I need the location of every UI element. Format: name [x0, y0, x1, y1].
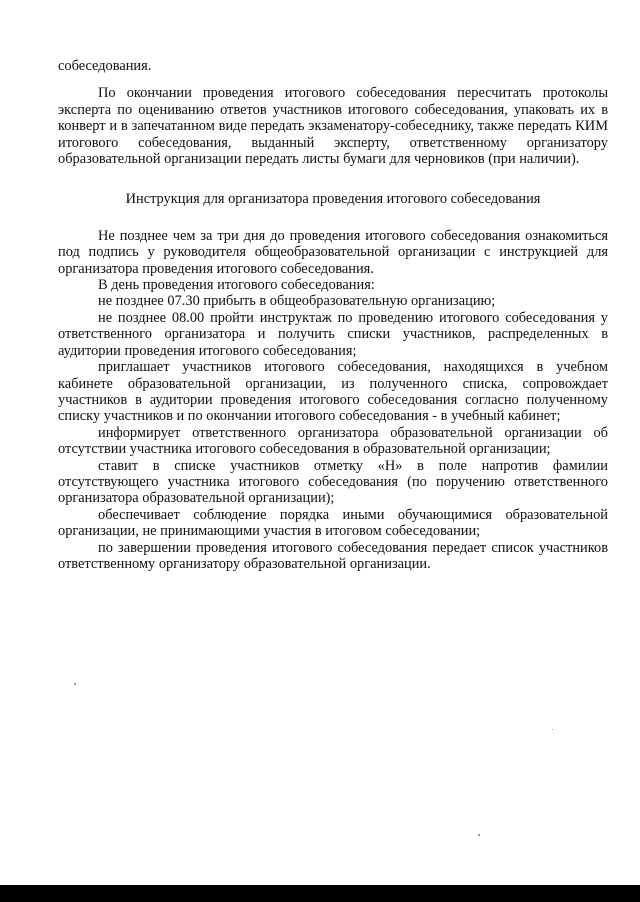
scan-speck [552, 729, 553, 730]
scan-speck [478, 834, 480, 836]
section-heading: Инструкция для организатора проведения итогового собеседования [125, 191, 541, 208]
scan-bottom-edge [0, 885, 640, 902]
paragraph-three-days: Не позднее чем за три дня до проведения итогового собеседования ознакомиться под подпись у руководителя общеобразовательной организации с инструкцией для организатора проведения итогового собеседования. [58, 227, 608, 277]
paragraph-arrive: не позднее 07.30 прибыть в общеобразовательную организацию; [98, 293, 496, 310]
paragraph-on-the-day: В день проведения итогового собеседования: [98, 277, 375, 294]
paragraph-invites: приглашает участников итогового собеседования, находящихся в учебном кабинете образовательной организации, из полученного списка, сопровождает участников в аудитории проведения итогового собеседования согласно полученному списку участников и по окончании итогового собеседования - в учебный кабинет; [58, 359, 608, 425]
paragraph-briefing: не позднее 08.00 пройти инструктаж по проведению итогового собеседования у ответственного организатора и получить списки участников, распределенных в аудитории проведения итогового собеседования; [58, 309, 608, 359]
paragraph-marks-absent: ставит в списке участников отметку «Н» в поле напротив фамилии отсутствующего участника итогового собеседования (по поручению ответственного организатора образовательной организации); [58, 457, 608, 507]
paragraph-hands-over-list: по завершении проведения итогового собеседования передает список участников ответственному организатору образовательной организации. [58, 539, 608, 572]
paragraph-informs: информирует ответственного организатора образовательной организации об отсутствии участника итогового собеседования в образовательной организации; [58, 424, 608, 458]
paragraph-continuation: собеседования. [58, 58, 152, 74]
scan-speck [74, 683, 76, 685]
paragraph-after-interview: По окончании проведения итогового собеседования пересчитать протоколы эксперта по оцениванию ответов участников итогового собеседования, упаковать их в конверт и в запечатанном виде передать экзаменатору-собеседнику, также передать КИМ итогового собеседования, выданный эксперту, ответственному организатору образовательной организации передать листы бумаги для черновиков (при наличии). [58, 85, 608, 168]
document-body [58, 58, 608, 572]
paragraph-ensures-order: обеспечивает соблюдение порядка иными обучающимися образовательной организации, не принимающими участия в итоговом собеседовании; [58, 506, 608, 540]
